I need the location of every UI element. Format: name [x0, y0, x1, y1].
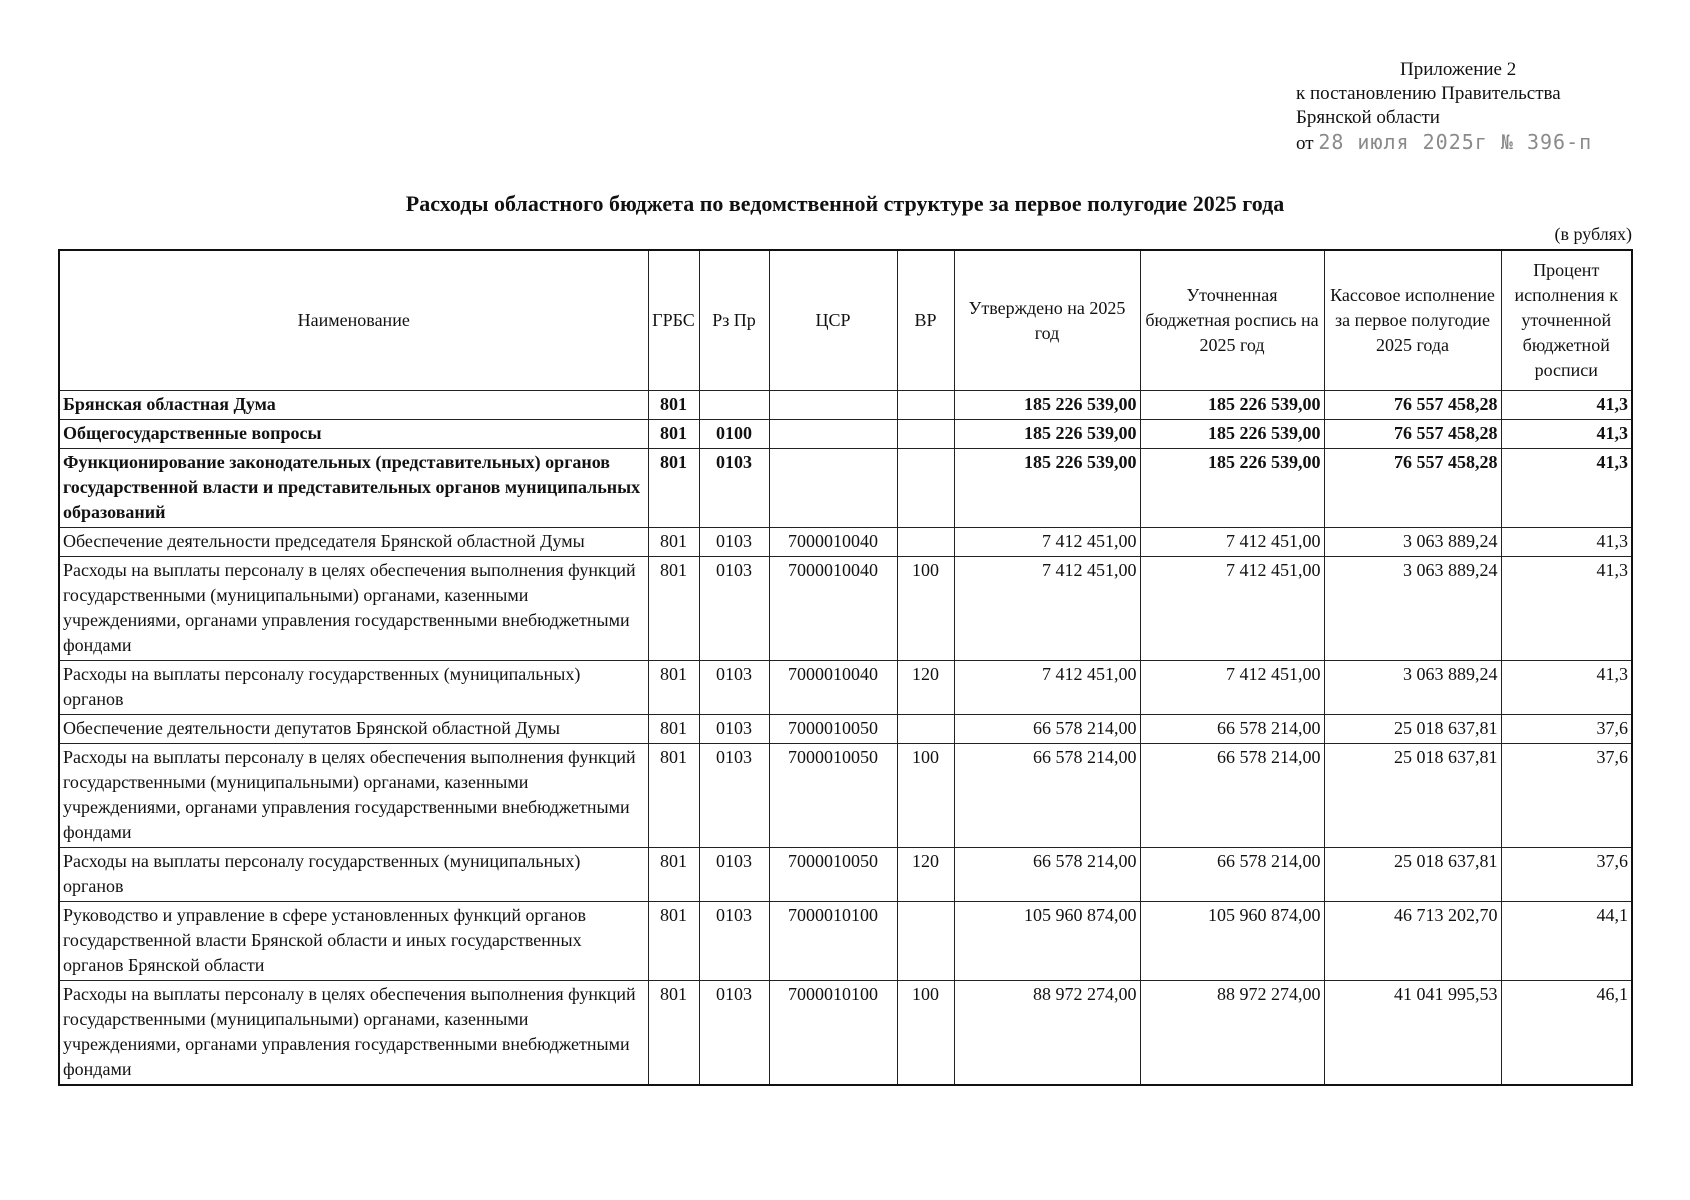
cell-executed: 25 018 637,81 — [1324, 744, 1501, 848]
cell-rzpr — [699, 391, 769, 420]
cell-grbs: 801 — [648, 744, 699, 848]
cell-rzpr: 0103 — [699, 744, 769, 848]
cell-approved: 7 412 451,00 — [954, 557, 1140, 661]
cell-percent: 44,1 — [1501, 902, 1632, 981]
cell-name: Расходы на выплаты персоналу государственных (муниципальных) органов — [59, 661, 648, 715]
cell-executed: 25 018 637,81 — [1324, 715, 1501, 744]
cell-executed: 46 713 202,70 — [1324, 902, 1501, 981]
cell-name: Обеспечение деятельности председателя Брянской областной Думы — [59, 528, 648, 557]
cell-revised: 185 226 539,00 — [1140, 420, 1324, 449]
cell-name: Расходы на выплаты персоналу в целях обеспечения выполнения функций государственными (муниципальными) органами, казенными учреждениями, органами управления государственными внебюджетными фондами — [59, 744, 648, 848]
appendix-block — [1296, 58, 1592, 156]
cell-rzpr: 0103 — [699, 715, 769, 744]
header-vr: ВР — [897, 250, 954, 391]
cell-revised: 7 412 451,00 — [1140, 528, 1324, 557]
cell-name: Расходы на выплаты персоналу в целях обеспечения выполнения функций государственными (муниципальными) органами, казенными учреждениями, органами управления государственными внебюджетными фондами — [59, 981, 648, 1086]
cell-vr: 120 — [897, 848, 954, 902]
cell-name: Общегосударственные вопросы — [59, 420, 648, 449]
cell-rzpr: 0103 — [699, 848, 769, 902]
cell-grbs: 801 — [648, 420, 699, 449]
cell-grbs: 801 — [648, 557, 699, 661]
header-revised: Уточненная бюджетная роспись на 2025 год — [1140, 250, 1324, 391]
budget-table — [58, 249, 1633, 1086]
cell-rzpr: 0103 — [699, 528, 769, 557]
cell-approved: 185 226 539,00 — [954, 420, 1140, 449]
cell-executed: 76 557 458,28 — [1324, 391, 1501, 420]
cell-approved: 66 578 214,00 — [954, 744, 1140, 848]
table-row — [59, 715, 1632, 744]
cell-vr — [897, 528, 954, 557]
cell-revised: 7 412 451,00 — [1140, 661, 1324, 715]
cell-approved: 185 226 539,00 — [954, 449, 1140, 528]
cell-percent: 46,1 — [1501, 981, 1632, 1086]
cell-executed: 76 557 458,28 — [1324, 449, 1501, 528]
cell-name: Расходы на выплаты персоналу в целях обеспечения выполнения функций государственными (муниципальными) органами, казенными учреждениями, органами управления государственными внебюджетными фондами — [59, 557, 648, 661]
cell-approved: 88 972 274,00 — [954, 981, 1140, 1086]
header-grbs: ГРБС — [648, 250, 699, 391]
cell-grbs: 801 — [648, 449, 699, 528]
header-name: Наименование — [59, 250, 648, 391]
cell-grbs: 801 — [648, 902, 699, 981]
appendix-resolution: к постановлению Правительства — [1296, 83, 1561, 104]
cell-vr — [897, 420, 954, 449]
cell-name: Функционирование законодательных (представительных) органов государственной власти и представительных органов муниципальных образований — [59, 449, 648, 528]
table-header-row — [59, 250, 1632, 391]
cell-csr: 7000010040 — [769, 557, 897, 661]
table-row — [59, 528, 1632, 557]
cell-percent: 37,6 — [1501, 715, 1632, 744]
cell-executed: 3 063 889,24 — [1324, 528, 1501, 557]
cell-vr — [897, 449, 954, 528]
cell-executed: 3 063 889,24 — [1324, 557, 1501, 661]
cell-rzpr: 0103 — [699, 661, 769, 715]
cell-grbs: 801 — [648, 661, 699, 715]
cell-csr: 7000010040 — [769, 528, 897, 557]
cell-percent: 41,3 — [1501, 661, 1632, 715]
table-row — [59, 391, 1632, 420]
cell-vr: 100 — [897, 981, 954, 1086]
table-row — [59, 848, 1632, 902]
table-row — [59, 449, 1632, 528]
cell-percent: 41,3 — [1501, 391, 1632, 420]
cell-percent: 41,3 — [1501, 528, 1632, 557]
appendix-date-line — [1296, 130, 1592, 156]
cell-revised: 66 578 214,00 — [1140, 848, 1324, 902]
table-row — [59, 557, 1632, 661]
cell-grbs: 801 — [648, 981, 699, 1086]
cell-rzpr: 0103 — [699, 449, 769, 528]
cell-grbs: 801 — [648, 848, 699, 902]
header-executed: Кассовое исполнение за первое полугодие 2025 года — [1324, 250, 1501, 391]
document-title: Расходы областного бюджета по ведомственной структуре за первое полугодие 2025 года — [405, 191, 1285, 216]
cell-name: Расходы на выплаты персоналу государственных (муниципальных) органов — [59, 848, 648, 902]
cell-revised: 185 226 539,00 — [1140, 449, 1324, 528]
units-note: (в рублях) — [1554, 224, 1632, 244]
cell-revised: 105 960 874,00 — [1140, 902, 1324, 981]
cell-csr: 7000010100 — [769, 981, 897, 1086]
cell-vr — [897, 715, 954, 744]
cell-revised: 7 412 451,00 — [1140, 557, 1324, 661]
cell-rzpr: 0103 — [699, 981, 769, 1086]
table-row — [59, 661, 1632, 715]
cell-rzpr: 0103 — [699, 902, 769, 981]
appendix-date-handwritten: 28 июля 2025г № 396-п — [1318, 130, 1593, 154]
table-row — [59, 744, 1632, 848]
cell-approved: 7 412 451,00 — [954, 661, 1140, 715]
cell-vr — [897, 902, 954, 981]
cell-revised: 66 578 214,00 — [1140, 715, 1324, 744]
cell-approved: 66 578 214,00 — [954, 715, 1140, 744]
appendix-region: Брянской области — [1296, 107, 1440, 128]
cell-name: Брянская областная Дума — [59, 391, 648, 420]
cell-grbs: 801 — [648, 715, 699, 744]
cell-percent: 37,6 — [1501, 848, 1632, 902]
cell-percent: 41,3 — [1501, 420, 1632, 449]
cell-executed: 41 041 995,53 — [1324, 981, 1501, 1086]
cell-vr — [897, 391, 954, 420]
cell-executed: 25 018 637,81 — [1324, 848, 1501, 902]
cell-rzpr: 0100 — [699, 420, 769, 449]
cell-csr — [769, 420, 897, 449]
cell-revised: 88 972 274,00 — [1140, 981, 1324, 1086]
cell-name: Обеспечение деятельности депутатов Брянской областной Думы — [59, 715, 648, 744]
cell-approved: 105 960 874,00 — [954, 902, 1140, 981]
cell-name: Руководство и управление в сфере установленных функций органов государственной власти Брянской области и иных государственных органов Брянской области — [59, 902, 648, 981]
cell-vr: 100 — [897, 557, 954, 661]
cell-vr: 120 — [897, 661, 954, 715]
appendix-date-prefix: от — [1296, 133, 1314, 154]
header-rzpr: Рз Пр — [699, 250, 769, 391]
table-row — [59, 981, 1632, 1086]
cell-approved: 66 578 214,00 — [954, 848, 1140, 902]
table-row — [59, 902, 1632, 981]
cell-csr: 7000010050 — [769, 848, 897, 902]
cell-csr: 7000010050 — [769, 715, 897, 744]
table-row — [59, 420, 1632, 449]
cell-csr — [769, 449, 897, 528]
header-csr: ЦСР — [769, 250, 897, 391]
cell-percent: 41,3 — [1501, 557, 1632, 661]
appendix-number: Приложение 2 — [1400, 59, 1517, 80]
cell-csr — [769, 391, 897, 420]
cell-grbs: 801 — [648, 391, 699, 420]
header-approved: Утверждено на 2025 год — [954, 250, 1140, 391]
cell-csr: 7000010040 — [769, 661, 897, 715]
header-percent: Процент исполнения к уточненной бюджетной росписи — [1501, 250, 1632, 391]
cell-csr: 7000010050 — [769, 744, 897, 848]
cell-percent: 41,3 — [1501, 449, 1632, 528]
cell-approved: 185 226 539,00 — [954, 391, 1140, 420]
cell-approved: 7 412 451,00 — [954, 528, 1140, 557]
cell-percent: 37,6 — [1501, 744, 1632, 848]
cell-csr: 7000010100 — [769, 902, 897, 981]
cell-rzpr: 0103 — [699, 557, 769, 661]
cell-vr: 100 — [897, 744, 954, 848]
cell-revised: 185 226 539,00 — [1140, 391, 1324, 420]
cell-grbs: 801 — [648, 528, 699, 557]
cell-executed: 76 557 458,28 — [1324, 420, 1501, 449]
cell-executed: 3 063 889,24 — [1324, 661, 1501, 715]
cell-revised: 66 578 214,00 — [1140, 744, 1324, 848]
